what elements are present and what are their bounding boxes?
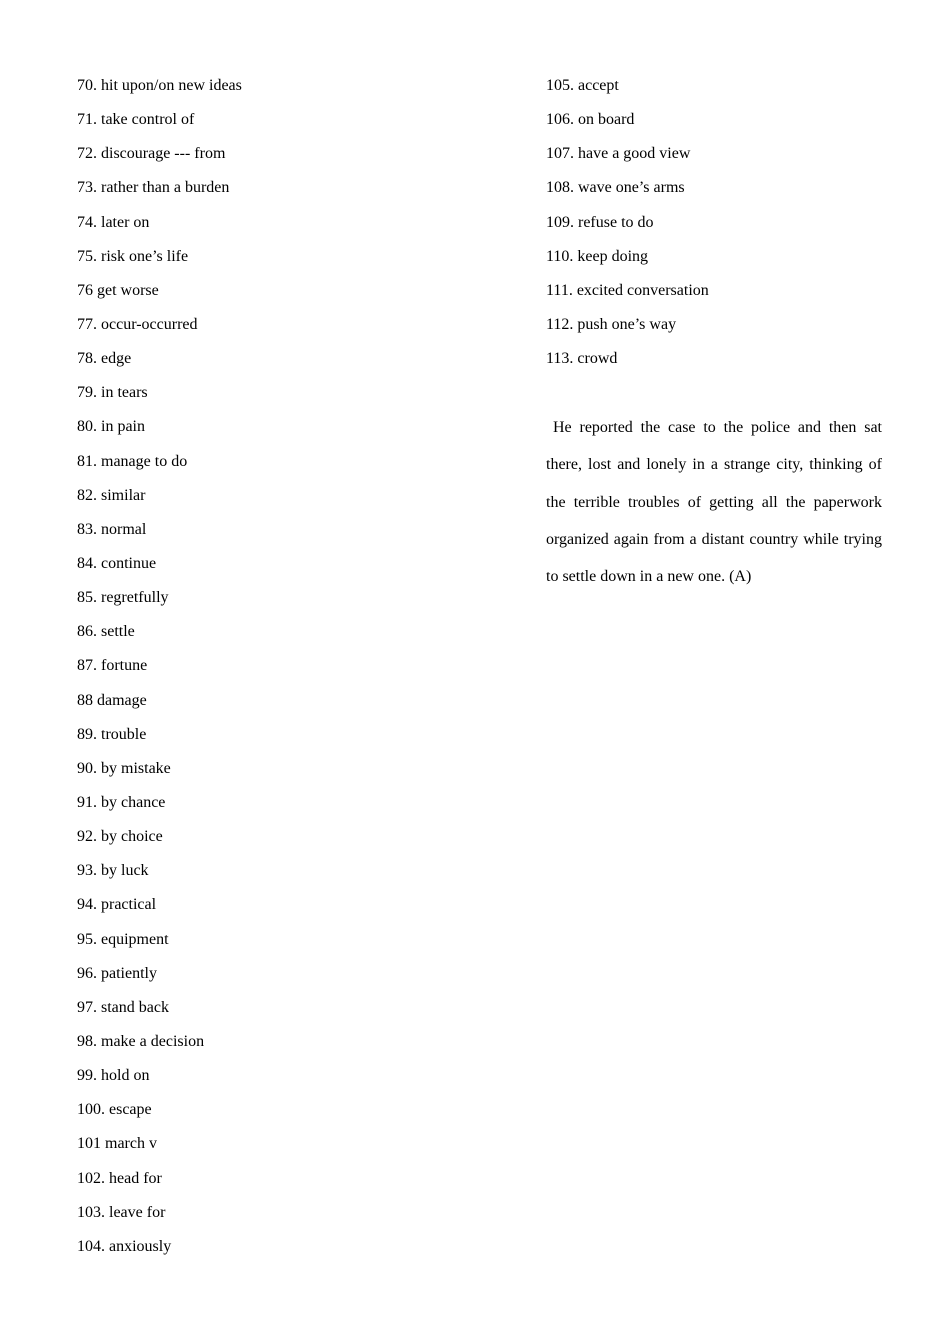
list-item: 93. by luck (77, 862, 149, 880)
list-item: 110. keep doing (546, 247, 649, 265)
list-item: 100. escape (77, 1101, 152, 1119)
list-item: 80. in pain (77, 418, 145, 436)
list-item: 79. in tears (77, 384, 148, 402)
list-item: 88 damage (77, 691, 147, 709)
list-item: 75. risk one’s life (77, 247, 189, 265)
list-item: 113. crowd (546, 350, 618, 368)
list-item: 92. by choice (77, 828, 163, 846)
list-item: 85. regretfully (77, 589, 169, 607)
list-item: 74. later on (77, 213, 150, 231)
list-item: 108. wave one’s arms (546, 179, 685, 197)
list-item: 104. anxiously (77, 1237, 172, 1255)
list-item: 70. hit upon/on new ideas (77, 77, 242, 94)
list-item: 84. continue (77, 554, 157, 572)
list-item: 90. by mistake (77, 759, 171, 777)
list-item: 77. occur-occurred (77, 315, 198, 333)
list-item: 112. push one’s way (546, 315, 677, 333)
translation-paragraph: He reported the case to the police and then sat there, lost and lonely in a strange city, thinking of the terrible troubles of getting all the paperwork organized again from a distant country while trying to settle down in a new one. (A) (546, 419, 882, 586)
list-item: 91. by chance (77, 793, 166, 811)
right-vocabulary-list (546, 69, 882, 376)
list-item: 102. head for (77, 1169, 162, 1187)
list-item: 101 march v (77, 1135, 157, 1153)
left-vocabulary-list (77, 69, 457, 1264)
list-item: 73. rather than a burden (77, 179, 230, 197)
list-item: 76 get worse (77, 281, 159, 299)
list-item: 71. take control of (77, 111, 195, 129)
list-item: 109. refuse to do (546, 213, 654, 231)
list-item: 81. manage to do (77, 452, 188, 470)
list-item: 96. patiently (77, 964, 157, 982)
list-item: 106. on board (546, 111, 635, 129)
list-item: 111. excited conversation (546, 281, 709, 299)
list-item: 97. stand back (77, 998, 169, 1016)
list-item: 103. leave for (77, 1203, 166, 1221)
list-item: 94. practical (77, 896, 157, 914)
list-item: 98. make a decision (77, 1032, 205, 1050)
list-item: 95. equipment (77, 930, 169, 948)
list-item: 89. trouble (77, 725, 147, 743)
list-item: 82. similar (77, 486, 146, 504)
list-item: 87. fortune (77, 657, 148, 675)
list-item: 107. have a good view (546, 145, 691, 163)
list-item: 99. hold on (77, 1067, 150, 1085)
list-item: 83. normal (77, 520, 147, 538)
list-item: 72. discourage --- from (77, 145, 226, 163)
list-item: 105. accept (546, 77, 619, 94)
list-item: 86. settle (77, 623, 135, 641)
list-item: 78. edge (77, 350, 132, 368)
